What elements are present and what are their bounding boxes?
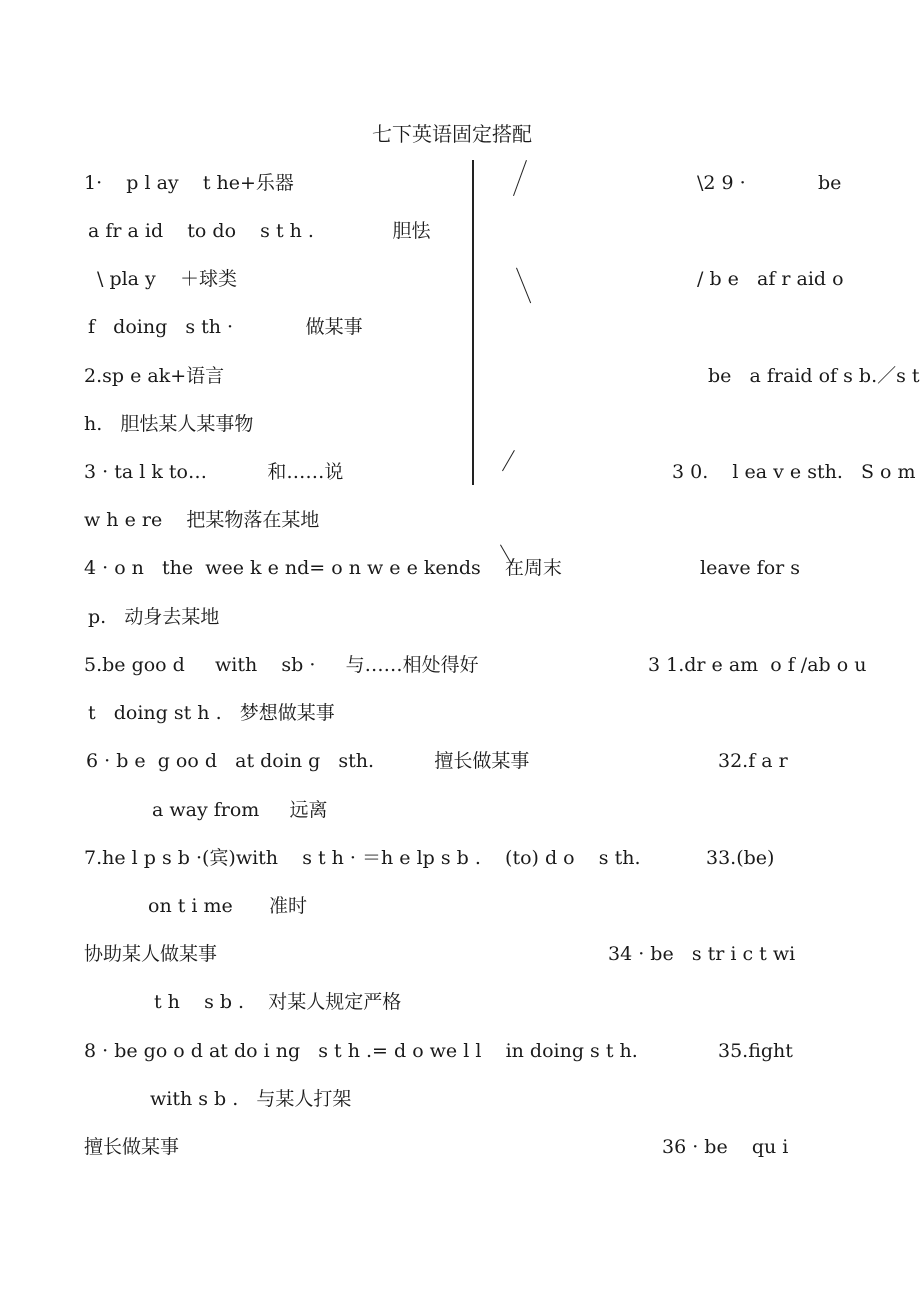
text-line: h. 胆怯某人某事物 [84, 413, 254, 435]
text-line: f doing s th · 做某事 [88, 316, 363, 338]
text-line: 32.f a r [718, 750, 788, 772]
text-line: 36 · be qu i [662, 1136, 789, 1158]
text-line: \ pla y ＋球类 [97, 268, 237, 290]
text-line: 3 · ta l k to… 和……说 [84, 461, 344, 483]
text-line: w h e re 把某物落在某地 [84, 509, 320, 531]
slash-mark [502, 450, 515, 471]
text-line: be [818, 172, 842, 194]
text-line: a fr a id to do s t h . 胆怯 [88, 220, 431, 242]
text-line: 5.be goo d with sb · 与……相处得好 [84, 654, 479, 676]
text-line: a way from 远离 [152, 799, 328, 821]
text-line: / b e af r aid o [697, 268, 844, 290]
text-line: 34 · be s tr i c t wi [608, 943, 796, 965]
text-line: 2.sp e ak+语言 [84, 365, 225, 387]
text-line: 4 · o n the wee k e nd= o n w e e kends 在周末 [84, 557, 562, 579]
text-line: 7.he l p s b ·(宾)with s t h · ＝h e lp s b . (to) d o s th. [84, 847, 641, 869]
text-line: 3 1.dr e am o f /ab o u [648, 654, 867, 676]
slash-mark [513, 160, 527, 196]
text-line: 擅长做某事 [84, 1136, 180, 1158]
text-line: \2 9 · [697, 172, 746, 194]
text-line: 35.fight [718, 1040, 793, 1062]
text-line: 6 · b e g oo d at doin g sth. 擅长做某事 [86, 750, 530, 772]
page-title: 七下英语固定搭配 [372, 122, 532, 146]
text-line: 3 0. l ea v e sth. S o m [672, 461, 916, 483]
column-divider [472, 160, 474, 485]
text-line: 1· p l ay t he+乐器 [84, 172, 294, 194]
text-line: t h s b . 对某人规定严格 [154, 991, 402, 1013]
text-line: t doing st h . 梦想做某事 [88, 702, 335, 724]
text-line: with s b . 与某人打架 [150, 1088, 352, 1110]
text-line: 8 · be go o d at do i ng s t h .= d o we l l in doing s t h. [84, 1040, 638, 1062]
text-line: p. 动身去某地 [88, 606, 220, 628]
text-line: 33.(be) [706, 847, 775, 869]
text-line: be a fraid of s b.／s t [708, 365, 920, 387]
text-line: leave for s [700, 557, 801, 579]
text-line: 协助某人做某事 [84, 943, 218, 965]
slash-mark [516, 267, 532, 303]
text-line: on t i me 准时 [148, 895, 308, 917]
